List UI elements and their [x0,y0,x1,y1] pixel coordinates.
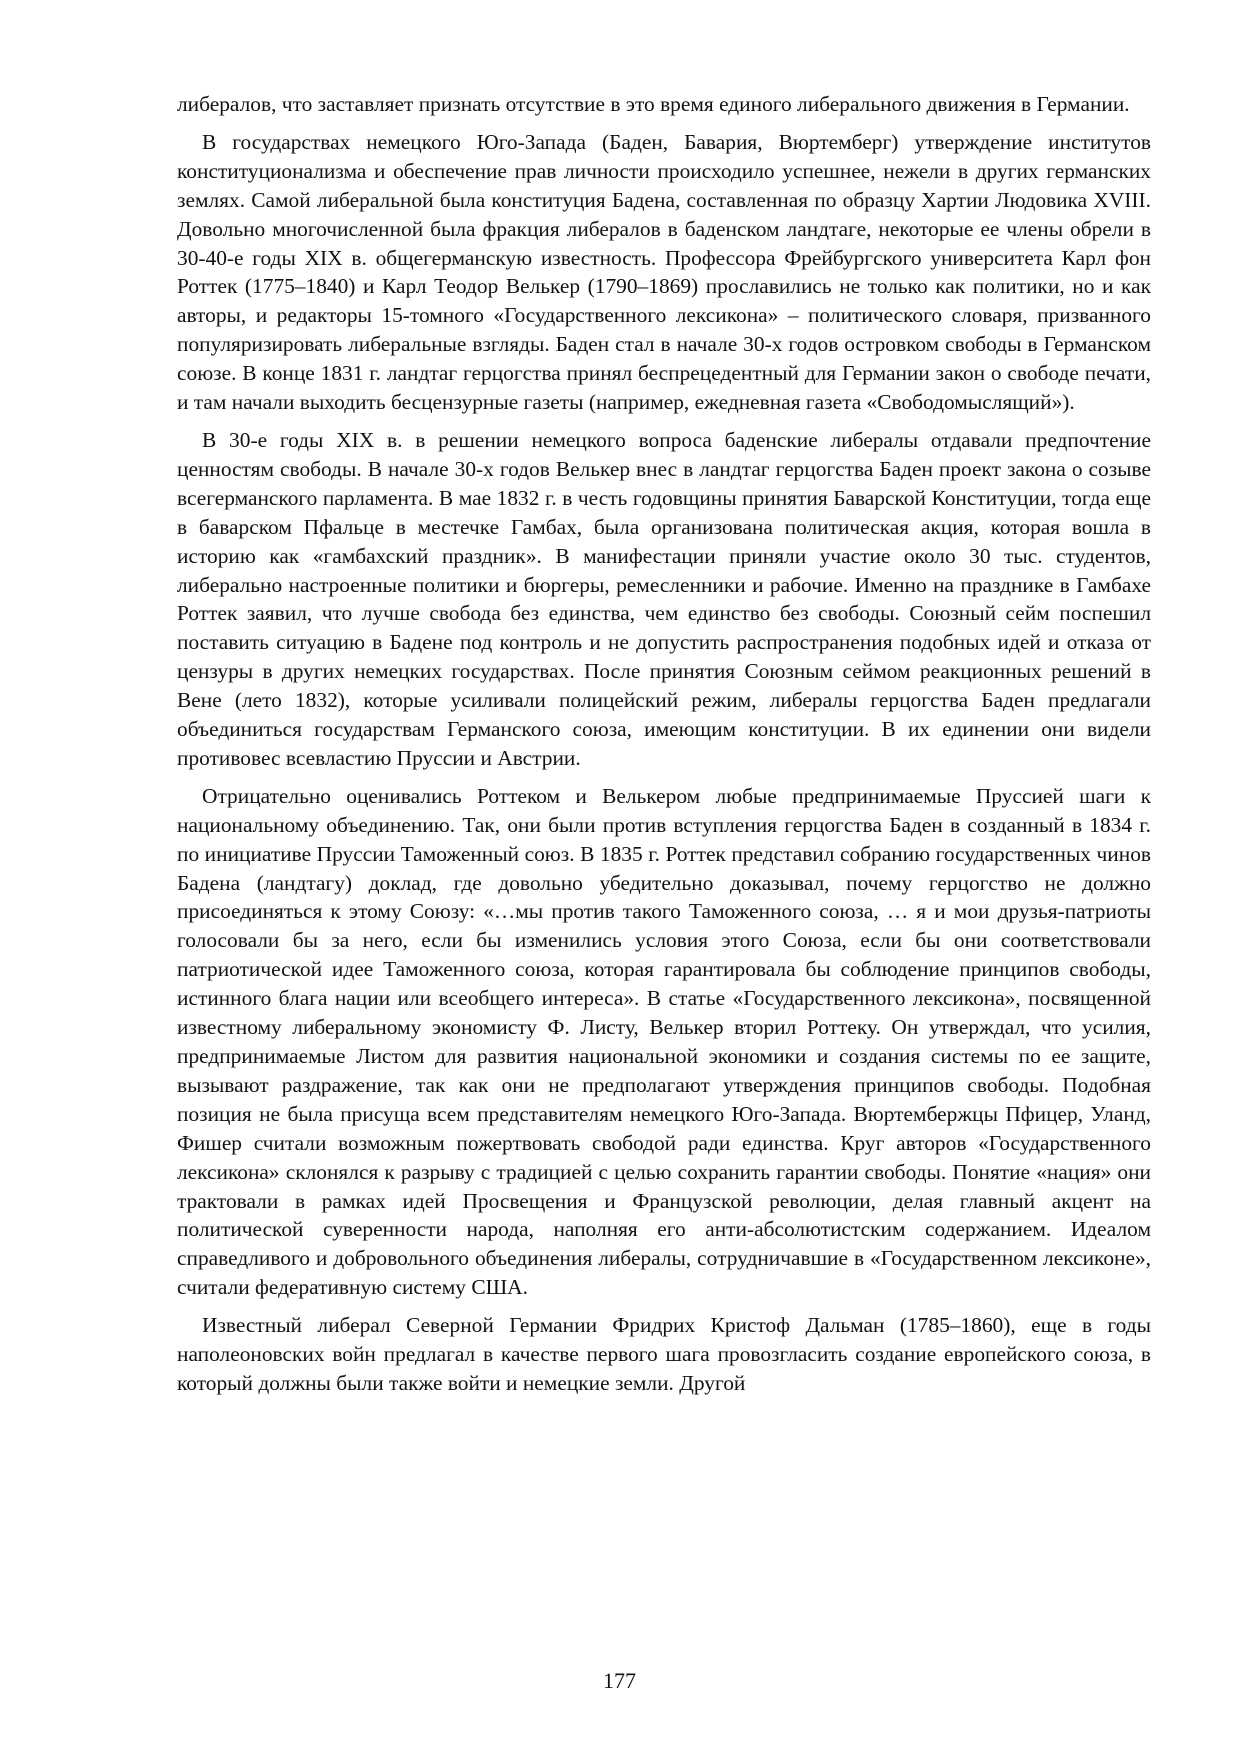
paragraph: либералов, что заставляет признать отсутствие в это время единого либерального движения в Германии. [177,92,1130,116]
paragraph: В государствах немецкого Юго-Запада (Баден, Бавария, Вюртемберг) утверждение институтов конституционализма и обеспечение прав личности происходило успешнее, нежели в других германских землях. Самой либеральной была конституция Бадена, составленная по образцу Хартии Людовика XVIII. Довольно многочисленной была фракция либералов в баденском ландтаге, некоторые ее члены обрели в 30-40-е годы XIX в. общегерманскую известность. Профессора Фрейбургского университета Карл фон Роттек (1775–1840) и Карл Теодор Велькер (1790–1869) прославились не только как политики, но и как авторы, и редакторы 15-томного «Государственного лексикона» – политического словаря, призванного популяризировать либеральные взгляды. Баден стал в начале 30-х годов островком свободы в Германском союзе. В конце 1831 г. ландтаг герцогства принял беспрецедентный для Германии закон о свободе печати, и там начали выходить бесцензурные газеты (например, ежедневная газета «Свободомыслящий»). [177,129,1151,415]
page-body [177,90,1151,1407]
paragraph: Отрицательно оценивались Роттеком и Велькером любые предпринимаемые Пруссией шаги к национальному объединению. Так, они были против вступления герцогства Баден в созданный в 1834 г. по инициативе Пруссии Таможенный союз. В 1835 г. Роттек представил собранию государственных чинов Бадена (ландтагу) доклад, где довольно убедительно доказывал, почему герцогство не должно присоединяться к этому Союзу: «…мы против такого Таможенного союза, … я и мои друзья-патриоты голосовали бы за него, если бы изменились условия этого Союза, если бы они соответствовали патриотической идее Таможенного союза, которая гарантировала бы соблюдение принципов свободы, истинного блага нации или всеобщего интереса». В статье «Государственного лексикона», посвященной известному либеральному экономисту Ф. Листу, Велькер вторил Роттеку. Он утверждал, что усилия, предпринимаемые Листом для развития национальной экономики и создания системы по ее защите, вызывают раздражение, так как они не предполагают утверждения принципов свободы. Подобная позиция не была присуща всем представителям немецкого Юго-Запада. Вюртембержцы Пфицер, Уланд, Фишер считали возможным пожертвовать свободой ради единства. Круг авторов «Государственного лексикона» склонялся к разрыву с традицией с целью сохранить гарантии свободы. Понятие «нация» они трактовали в рамках идей Просвещения и Французской революции, делая главный акцент на политической суверенности народа, наполняя его анти-абсолютистским содержанием. Идеалом справедливого и добровольного объединения либералы, сотрудничавшие в «Государственном лексиконе», считали федеративную систему США. [177,783,1151,1300]
paragraph: Известный либерал Северной Германии Фридрих Кристоф Дальман (1785–1860), еще в годы наполеоновских войн предлагал в качестве первого шага провозгласить создание европейского союза, в который должны были также войти и немецкие земли. Другой [177,1313,1151,1395]
page-number: 177 [603,1668,636,1693]
paragraph: В 30-е годы XIX в. в решении немецкого вопроса баденские либералы отдавали предпочтение ценностям свободы. В начале 30-х годов Велькер внес в ландтаг герцогства Баден проект закона о созыве всегерманского парламента. В мае 1832 г. в честь годовщины принятия Баварской Конституции, тогда еще в баварском Пфальце в местечке Гамбах, была организована политическая акция, которая вошла в историю как «гамбахский праздник». В манифестации приняли участие около 30 тыс. студентов, либерально настроенные политики и бюргеры, ремесленники и рабочие. Именно на празднике в Гамбахе Роттек заявил, что лучше свобода без единства, чем единство без свободы. Союзный сейм поспешил поставить ситуацию в Бадене под контроль и не допустить распространения подобных идей и отказа от цензуры в других немецких государствах. После принятия Союзным сеймом реакционных решений в Вене (лето 1832), которые усиливали полицейский режим, либералы герцогства Баден предлагали объединиться государствам Германского союза, имеющим конституции. В их единении они видели противовес всевластию Пруссии и Австрии. [177,427,1151,770]
